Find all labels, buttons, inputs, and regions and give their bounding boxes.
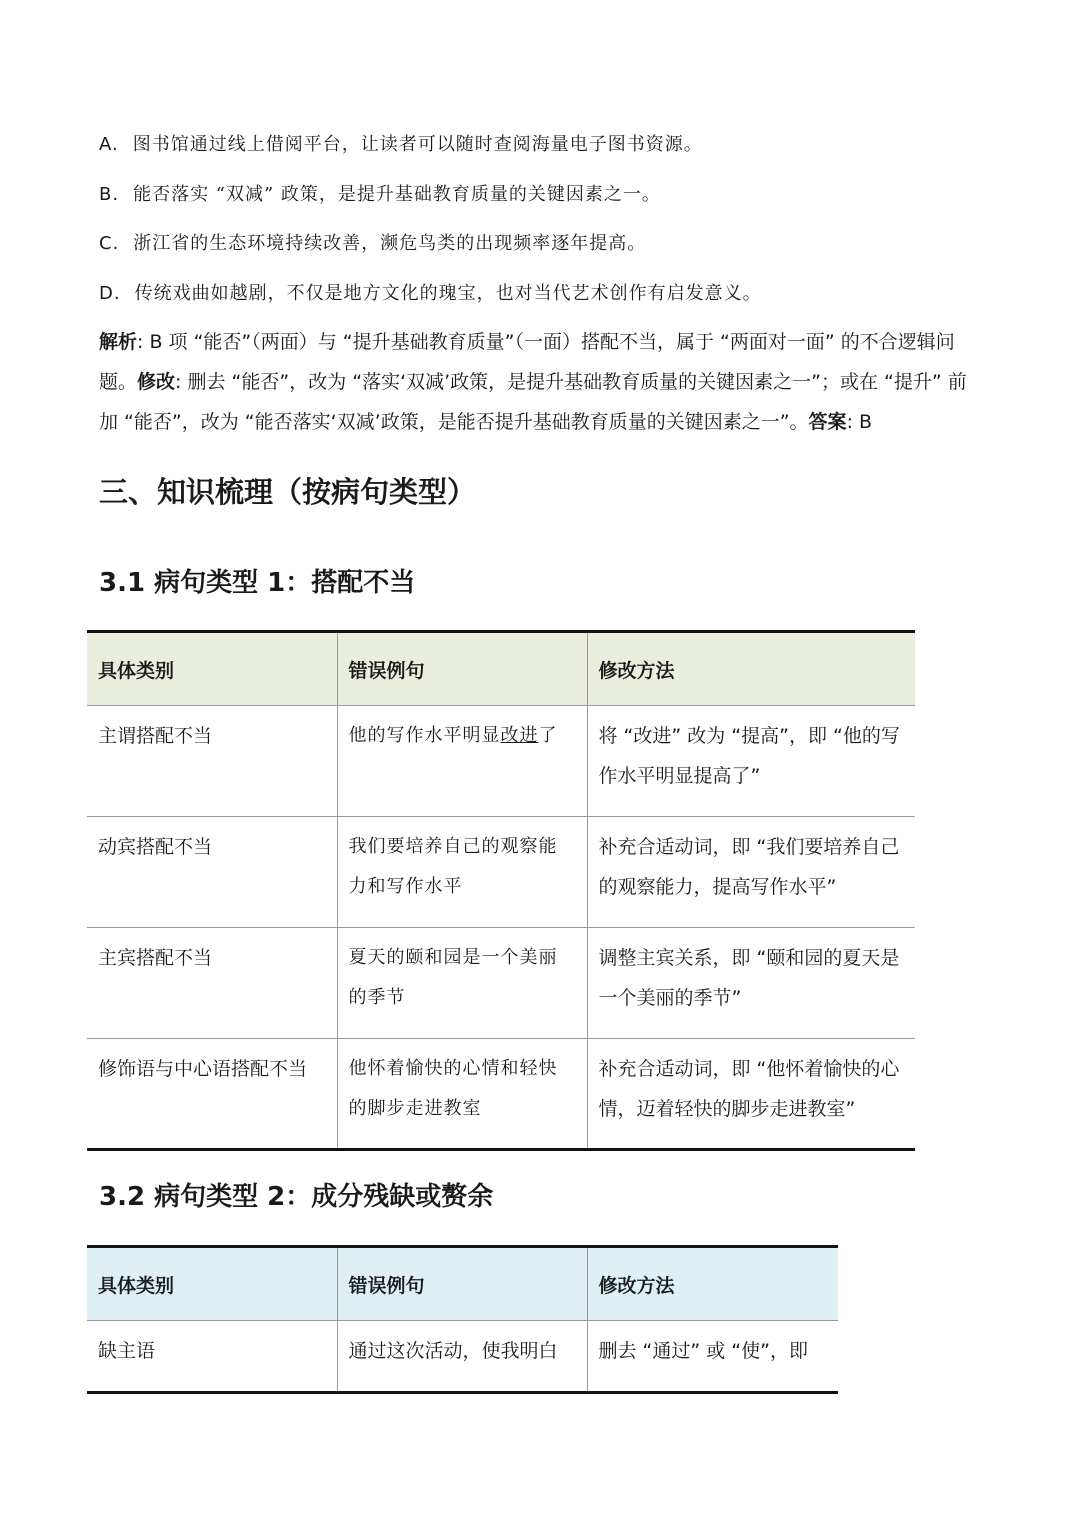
subsection-title-2: 3.2 病句类型 2：成分残缺或赘余 — [99, 1182, 494, 1212]
category-cell: 动宾搭配不当 — [87, 817, 337, 928]
example-text: 他的写作水平明显 — [348, 725, 501, 746]
revision-label: 修改 — [137, 371, 176, 393]
fix-cell: 将 “改进” 改为 “提高”，即 “他的写作水平明显提高了” — [587, 706, 915, 817]
column-header: 修改方法 — [587, 1247, 838, 1321]
column-header: 修改方法 — [587, 632, 915, 706]
answer-text: : B — [846, 411, 873, 433]
option-text: 传统戏曲如越剧，不仅是地方文化的瑰宝，也对当代艺术创作有启发意义。 — [134, 283, 762, 304]
example-cell: 我们要培养自己的观察能力和写作水平 — [337, 817, 587, 928]
table-row — [87, 817, 915, 928]
example-cell — [337, 706, 587, 817]
fix-cell: 补充合适动词，即 “他怀着愉快的心情，迈着轻快的脚步走进教室” — [587, 1039, 915, 1150]
table-row — [87, 706, 915, 817]
column-header: 错误例句 — [337, 632, 587, 706]
option-letter: C. — [99, 233, 120, 254]
table-collocation — [87, 630, 915, 1151]
table-row — [87, 1321, 838, 1393]
subsection-title-1: 3.1 病句类型 1：搭配不当 — [99, 568, 416, 598]
example-cell: 通过这次活动，使我明白 — [337, 1321, 587, 1393]
fix-cell: 调整主宾关系，即 “颐和园的夏天是一个美丽的季节” — [587, 928, 915, 1039]
table-header-row — [87, 1247, 838, 1321]
analysis-paragraph — [99, 322, 984, 442]
category-cell: 缺主语 — [87, 1321, 337, 1393]
analysis-label: 解析 — [99, 331, 138, 353]
example-cell: 他怀着愉快的心情和轻快的脚步走进教室 — [337, 1039, 587, 1150]
fix-cell: 删去 “通过” 或 “使”，即 — [587, 1321, 838, 1393]
category-cell: 主宾搭配不当 — [87, 928, 337, 1039]
option-text: 浙江省的生态环境持续改善，濒危鸟类的出现频率逐年提高。 — [133, 233, 647, 254]
fix-cell: 补充合适动词，即 “我们要培养自己的观察能力，提高写作水平” — [587, 817, 915, 928]
column-header: 具体类别 — [87, 632, 337, 706]
example-underlined-text: 改进 — [500, 725, 539, 746]
option-letter: D. — [99, 283, 121, 304]
option-c — [99, 229, 646, 255]
option-letter: A. — [99, 134, 119, 155]
category-cell: 修饰语与中心语搭配不当 — [87, 1039, 337, 1150]
option-text: 图书馆通过线上借阅平台，让读者可以随时查阅海量电子图书资源。 — [132, 134, 703, 155]
option-letter: B. — [99, 184, 120, 205]
option-a — [99, 130, 703, 156]
option-d — [99, 279, 762, 305]
section-title: 三、知识梳理（按病句类型） — [99, 475, 477, 509]
table-missing-redundant — [87, 1245, 838, 1394]
table-row — [87, 1039, 915, 1150]
category-cell: 主谓搭配不当 — [87, 706, 337, 817]
column-header: 具体类别 — [87, 1247, 337, 1321]
table-row — [87, 928, 915, 1039]
analysis-text: : B 项 “能否”（两面）与 “提升基础教育质量”（一面）搭配不当，属于 “两面对一面” 的不合逻辑问题。 — [99, 331, 955, 393]
column-header: 错误例句 — [337, 1247, 587, 1321]
option-b — [99, 180, 661, 206]
example-text: 了 — [538, 725, 558, 746]
revision-text: : 删去 “能否”，改为 “落实‘双减’政策，是提升基础教育质量的关键因素之一”；或在 “提升” 前加 “能否”，改为 “能否落实‘双减’政策，是能否提升基础教育质量的关键因素之一”。 — [99, 371, 967, 433]
option-text: 能否落实 “双减” 政策，是提升基础教育质量的关键因素之一。 — [133, 184, 661, 205]
table-header-row — [87, 632, 915, 706]
answer-label: 答案 — [808, 411, 847, 433]
example-cell: 夏天的颐和园是一个美丽的季节 — [337, 928, 587, 1039]
